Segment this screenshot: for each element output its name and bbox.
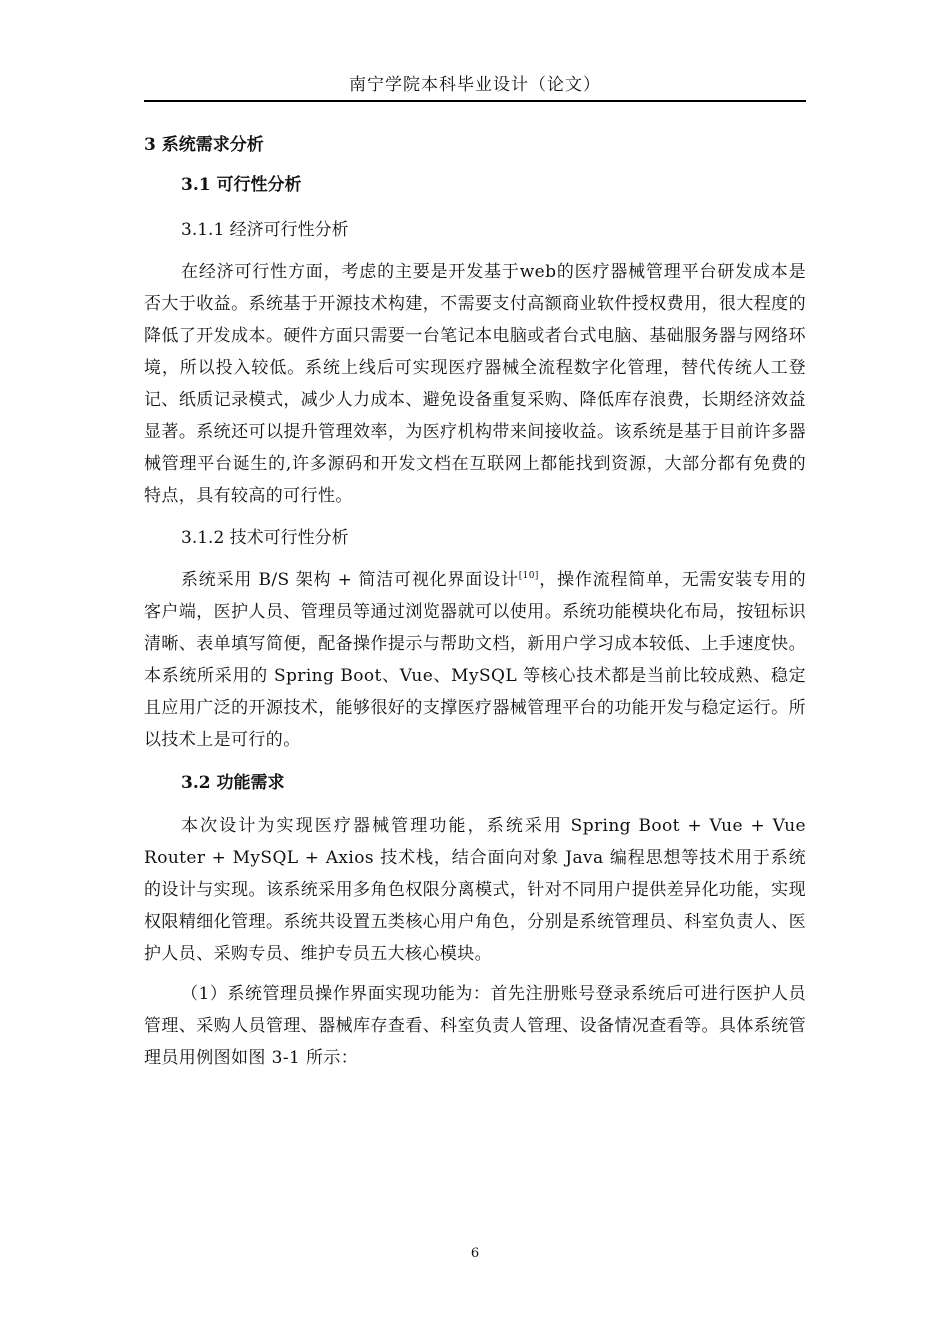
paragraph-technical-part1: 系统采用 B/S 架构 + 简洁可视化界面设计 <box>181 570 519 590</box>
subsection-heading-technical: 3.1.2 技术可行性分析 <box>181 528 349 548</box>
running-header: 南宁学院本科毕业设计（论文） <box>349 75 601 95</box>
citation-ref: [10] <box>518 571 539 581</box>
page-body <box>144 128 806 1078</box>
chapter-heading: 3 系统需求分析 <box>144 135 264 155</box>
paragraph-technical-part2: ，操作流程简单，无需安装专用的客户端，医护人员、管理员等通过浏览器就可以使用。系统功能模块化布局，按钮标识清晰、表单填写简便，配备操作提示与帮助文档，新用户学习成本较低、上手速度快。本系统所采用的 Spring Boot、Vue、MySQL 等核心技术都是当前比较成熟、稳定且应用广泛的开源技术，能够很好的支撑医疗器械管理平台的功能开发与稳定运行。所以技术上是可行的。 <box>144 570 806 750</box>
paragraph-functional: 本次设计为实现医疗器械管理功能，系统采用 Spring Boot + Vue + Vue Router + MySQL + Axios 技术栈，结合面向对象 Java 编程思想等技术用于系统的设计与实现。该系统采用多角色权限分离模式，针对不同用户提供差异化功能，实现权限精细化管理。系统共设置五类核心用户角色，分别是系统管理员、科室负责人、医护人员、采购专员、维护专员五大核心模块。 <box>144 816 806 964</box>
paragraph-technical <box>144 560 806 760</box>
header-rule <box>144 100 806 102</box>
subsection-heading-economic: 3.1.1 经济可行性分析 <box>181 220 349 240</box>
section-heading-feasibility: 3.1 可行性分析 <box>181 175 302 195</box>
page-number: 6 <box>470 1246 480 1261</box>
paragraph-economic: 在经济可行性方面，考虑的主要是开发基于web的医疗器械管理平台研发成本是否大于收益。系统基于开源技术构建，不需要支付高额商业软件授权费用，很大程度的降低了开发成本。硬件方面只需要一台笔记本电脑或者台式电脑、基础服务器与网络环境，所以投入较低。系统上线后可实现医疗器械全流程数字化管理，替代传统人工登记、纸质记录模式，减少人力成本、避免设备重复采购、降低库存浪费，长期经济效益显著。系统还可以提升管理效率，为医疗机构带来间接收益。该系统是基于目前许多器械管理平台诞生的,许多源码和开发文档在互联网上都能找到资源，大部分都有免费的特点，具有较高的可行性。 <box>144 262 806 506</box>
section-heading-functional: 3.2 功能需求 <box>181 773 285 793</box>
paragraph-admin: （1）系统管理员操作界面实现功能为：首先注册账号登录系统后可进行医护人员管理、采购人员管理、器械库存查看、科室负责人管理、设备情况查看等。具体系统管理员用例图如图 3-1 所示： <box>144 984 806 1068</box>
